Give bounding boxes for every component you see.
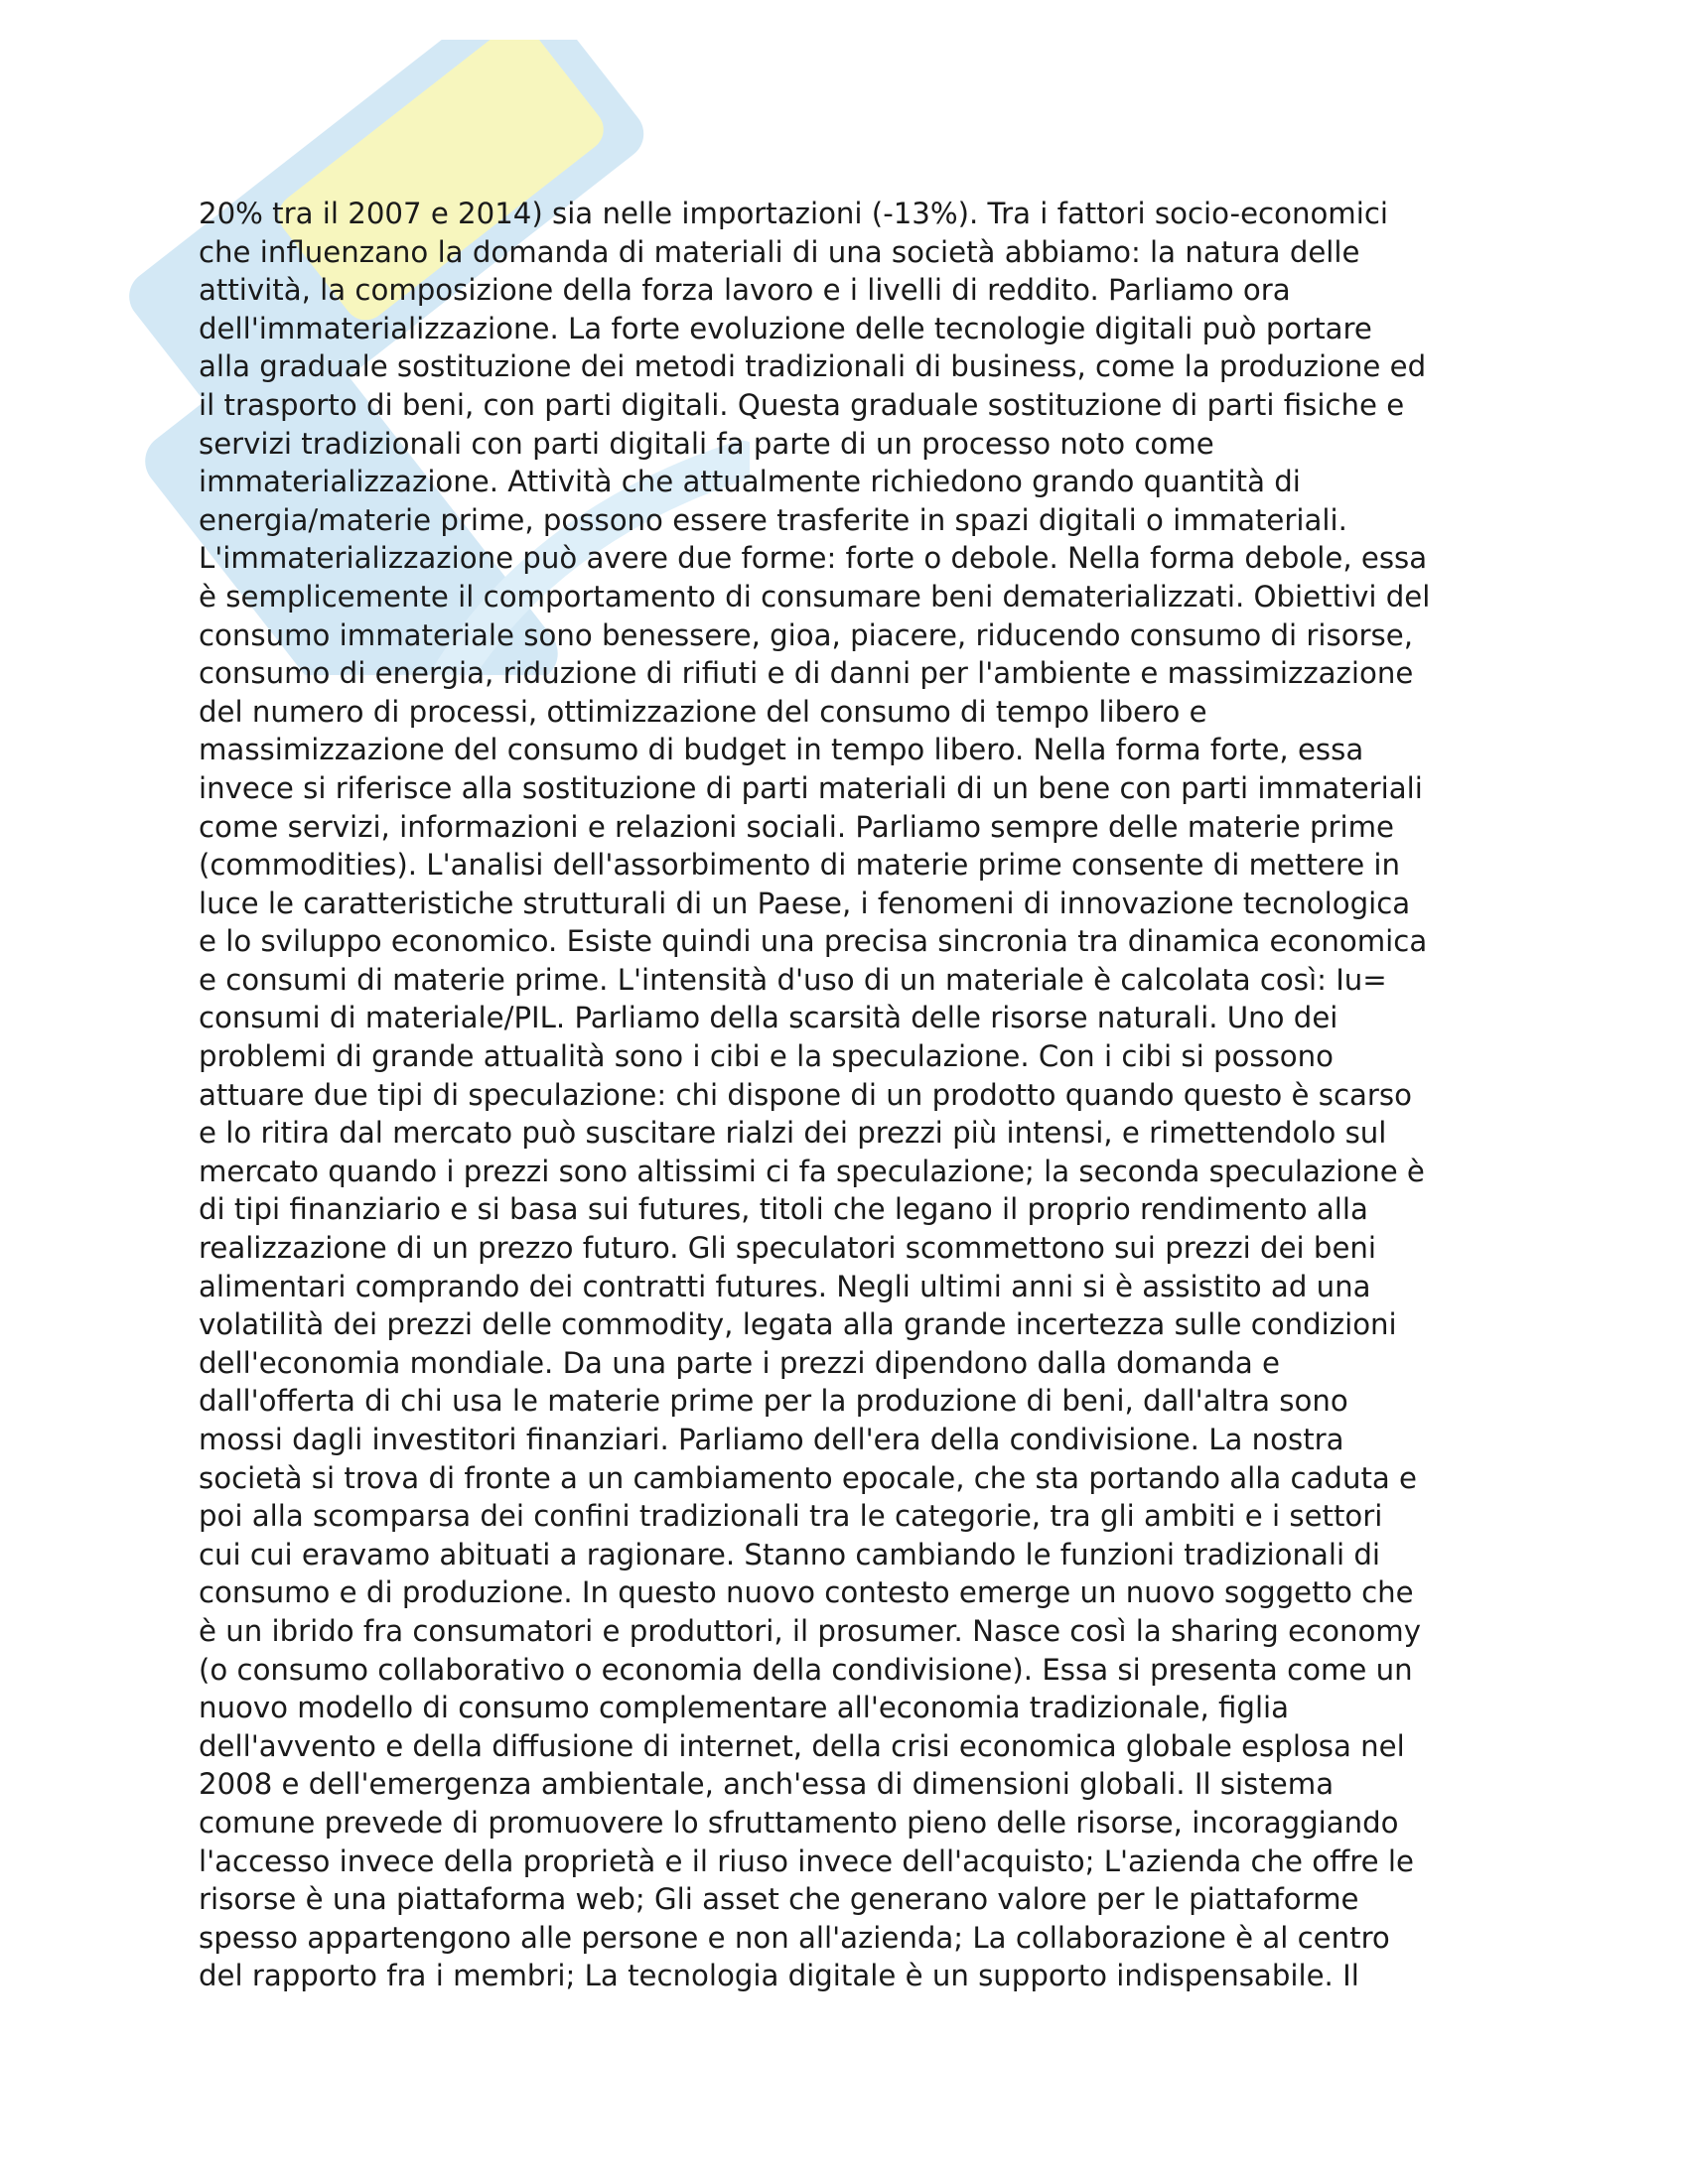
text-line: problemi di grande attualità sono i cibi e la speculazione. Con i cibi si possono [199, 1039, 1335, 1074]
text-line: realizzazione di un prezzo futuro. Gli speculatori scommettono sui prezzi dei beni [199, 1231, 1377, 1266]
text-line: e lo sviluppo economico. Esiste quindi una precisa sincronia tra dinamica economica [199, 924, 1428, 959]
text-line: società si trova di fronte a un cambiamento epocale, che sta portando alla caduta e [199, 1460, 1418, 1495]
text-line: consumo immateriale sono benessere, gioa, piacere, riducendo consumo di risorse, [199, 617, 1413, 652]
text-line: attuare due tipi di speculazione: chi dispone di un prodotto quando questo è scarso [199, 1077, 1412, 1112]
text-line: alla graduale sostituzione dei metodi tradizionali di business, come la produzione ed [199, 349, 1427, 384]
text-line: cui cui eravamo abituati a ragionare. Stanno cambiando le funzioni tradizionali di [199, 1537, 1381, 1571]
text-line: dell'avvento e della diffusione di internet, della crisi economica globale esplosa nel [199, 1728, 1405, 1763]
text-line: volatilità dei prezzi delle commodity, legata alla grande incertezza sulle condizioni [199, 1307, 1397, 1342]
text-line: dell'economia mondiale. Da una parte i prezzi dipendono dalla domanda e [199, 1345, 1281, 1380]
text-line: risorse è una piattaforma web; Gli asset che generano valore per le piattaforme [199, 1882, 1359, 1917]
text-line: 2008 e dell'emergenza ambientale, anch'essa di dimensioni globali. Il sistema [199, 1767, 1335, 1802]
text-line: poi alla scomparsa dei confini tradizionali tra le categorie, tra gli ambiti e i settori [199, 1499, 1383, 1534]
text-line: invece si riferisce alla sostituzione di parti materiali di un bene con parti immateriali [199, 770, 1423, 805]
text-line: immaterializzazione. Attività che attualmente richiedono grando quantità di [199, 465, 1301, 499]
text-line: consumo di energia, riduzione di rifiuti e di danni per l'ambiente e massimizzazione [199, 656, 1414, 691]
text-line: e consumi di materie prime. L'intensità d'uso di un materiale è calcolata così: Iu= [199, 962, 1387, 997]
text-line: attività, la composizione della forza lavoro e i livelli di reddito. Parliamo ora [199, 273, 1291, 308]
text-line: del rapporto fra i membri; La tecnologia digitale è un supporto indispensabile. Il [199, 1959, 1359, 1993]
text-line: l'accesso invece della proprietà e il riuso invece dell'acquisto; L'azienda che offre le [199, 1843, 1414, 1878]
text-line: dall'offerta di chi usa le materie prime per la produzione di beni, dall'altra sono [199, 1384, 1348, 1419]
text-line: nuovo modello di consumo complementare all'economia tradizionale, figlia [199, 1691, 1290, 1725]
document-body [199, 195, 1499, 1995]
text-line: consumo e di produzione. In questo nuovo contesto emerge un nuovo soggetto che [199, 1575, 1414, 1610]
text-line: che influenzano la domanda di materiali di una società abbiamo: la natura delle [199, 234, 1360, 269]
text-line: massimizzazione del consumo di budget in tempo libero. Nella forma forte, essa [199, 733, 1364, 767]
text-line: come servizi, informazioni e relazioni sociali. Parliamo sempre delle materie prime [199, 809, 1395, 844]
text-line: spesso appartengono alle persone e non all'azienda; La collaborazione è al centro [199, 1920, 1390, 1955]
text-line: è semplicemente il comportamento di consumare beni dematerializzati. Obiettivi del [199, 579, 1431, 614]
text-line: L'immaterializzazione può avere due forme: forte o debole. Nella forma debole, essa [199, 541, 1428, 576]
text-line: comune prevede di promuovere lo sfruttamento pieno delle risorse, incoraggiando [199, 1805, 1399, 1840]
text-line: (o consumo collaborativo o economia della condivisione). Essa si presenta come un [199, 1652, 1413, 1687]
text-line: di tipi finanziario e si basa sui futures, titoli che legano il proprio rendimento alla [199, 1192, 1368, 1227]
text-line: (commodities). L'analisi dell'assorbimento di materie prime consente di mettere in [199, 848, 1401, 883]
text-line: 20% tra il 2007 e 2014) sia nelle importazioni (-13%). Tra i fattori socio-economici [199, 197, 1388, 230]
text-line: alimentari comprando dei contratti futures. Negli ultimi anni si è assistito ad una [199, 1269, 1371, 1303]
text-line: il trasporto di beni, con parti digitali. Questa graduale sostituzione di parti fisiche e [199, 387, 1405, 422]
text-line: dell'immaterializzazione. La forte evoluzione delle tecnologie digitali può portare [199, 311, 1372, 345]
text-line: energia/materie prime, possono essere trasferite in spazi digitali o immateriali. [199, 502, 1347, 537]
text-line: consumi di materiale/PIL. Parliamo della scarsità delle risorse naturali. Uno dei [199, 1001, 1338, 1035]
text-line: è un ibrido fra consumatori e produttori, il prosumer. Nasce così la sharing economy [199, 1613, 1422, 1648]
text-line: del numero di processi, ottimizzazione del consumo di tempo libero e [199, 694, 1207, 729]
text-line: mossi dagli investitori finanziari. Parliamo dell'era della condivisione. La nostra [199, 1423, 1344, 1456]
text-line: e lo ritira dal mercato può suscitare rialzi dei prezzi più intensi, e rimettendolo sul [199, 1116, 1387, 1151]
text-line: servizi tradizionali con parti digitali fa parte di un processo noto come [199, 426, 1214, 461]
text-line: luce le caratteristiche strutturali di un Paese, i fenomeni di innovazione tecnologica [199, 886, 1411, 920]
text-line: mercato quando i prezzi sono altissimi ci fa speculazione; la seconda speculazione è [199, 1154, 1425, 1188]
